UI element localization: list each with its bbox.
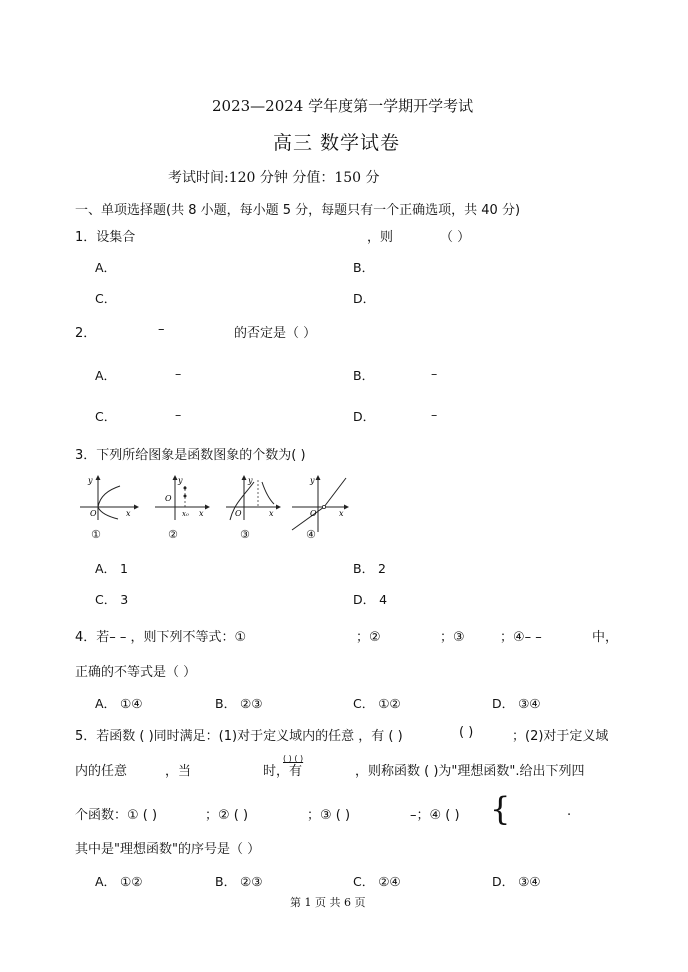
graph-4 <box>290 474 350 534</box>
q5-option-b: B． ②③ <box>215 874 263 889</box>
graph-1 <box>78 474 140 522</box>
q5-option-a: A． ①② <box>95 874 143 889</box>
q1-stem: 1．设集合 <box>75 230 136 245</box>
q3-option-c: C． 3 <box>95 592 129 607</box>
q5-stem-line4: 其中是"理想函数"的序号是（ ） <box>75 842 261 857</box>
q5-piecewise-brace: { <box>490 790 511 828</box>
q5-functions-d: –；④ ( ) <box>410 808 460 823</box>
q1-option-a: A． <box>95 260 117 275</box>
q5-option-d: D． ③④ <box>492 874 541 889</box>
q3-option-d: D． 4 <box>353 592 388 607</box>
graph-1-y-label: y <box>88 476 93 485</box>
graph-2-x-label: x <box>199 509 204 518</box>
q4-clause-3: ；③ <box>440 630 465 645</box>
q2-stem-tail: 的否定是（ ） <box>234 326 317 341</box>
q1-option-b: B． <box>353 260 375 275</box>
q5-stem-line2-c: 时，有 <box>263 764 303 779</box>
q4-option-d: D． ③④ <box>492 696 541 711</box>
graph-3-origin: O <box>235 509 242 518</box>
q4-option-b: B． ②③ <box>215 696 263 711</box>
graph-2 <box>153 474 211 522</box>
q4-clause-2: ；② <box>356 630 381 645</box>
q4-stem: 4．若– – ，则下列不等式：① <box>75 630 247 645</box>
graph-3 <box>224 474 282 522</box>
graph-2-x0-label: x₀ <box>182 510 189 518</box>
graph-4-y-label: y <box>310 476 315 485</box>
q4-clause-4: ；④– – <box>500 630 542 645</box>
graph-4-label: ④ <box>306 528 316 541</box>
q5-stem-line1-tail: ；(2)对于定义域 <box>512 729 609 744</box>
graph-2-label: ② <box>168 528 178 541</box>
exam-meta: 考试时间:120 分钟 分值：150 分 <box>168 170 380 186</box>
q1-option-d: D． <box>353 291 376 306</box>
section-heading: 一、单项选择题(共 8 小题，每小题 5 分，每题只有一个正确选项，共 40 分) <box>75 203 521 218</box>
q2-option-b: B． <box>353 368 375 383</box>
q3-option-b: B． 2 <box>353 561 387 576</box>
page-title: 高三 数学试卷 <box>273 132 401 154</box>
q5-stem-line1-paren: ( ) <box>459 725 474 740</box>
q2-option-d: D． <box>353 409 376 424</box>
q3-stem: 3．下列所给图象是函数图象的个数为( ) <box>75 448 306 463</box>
q5-functions-b: ；② ( ) <box>205 808 249 823</box>
q4-stem-line2: 正确的不等式是（ ） <box>75 665 197 680</box>
q5-functions-a: 个函数：① ( ) <box>75 808 158 823</box>
graph-3-y-label: y <box>248 476 253 485</box>
graph-2-y-label: y <box>178 476 183 485</box>
graph-4-origin: O <box>310 509 317 518</box>
q5-stem-line1: 5．若函数 ( )同时满足：(1)对于定义域内的任意 ，有 ( ) <box>75 729 403 744</box>
q1-paren: （ ） <box>440 230 471 245</box>
q2-dash: – <box>158 322 165 337</box>
graph-1-origin: O <box>90 509 97 518</box>
q5-fraction-numerator: ( ) ( ) <box>283 754 304 763</box>
q2-option-b-dash: – <box>431 366 438 381</box>
graph-3-x-label: x <box>269 509 274 518</box>
q5-stem-line2-a: 内的任意 <box>75 764 128 779</box>
q2-option-a-dash: – <box>175 366 182 381</box>
q5-functions-end: . <box>567 804 572 819</box>
q2-option-c-dash: – <box>175 407 182 422</box>
graph-4-x-label: x <box>339 509 344 518</box>
q5-stem-line2-b: ，当 <box>165 764 192 779</box>
q5-stem-line2-d: ，则称函数 ( )为"理想函数".给出下列四 <box>355 764 585 779</box>
exam-heading: 2023—2024 学年度第一学期开学考试 <box>212 97 474 115</box>
q5-option-c: C． ②④ <box>353 874 401 889</box>
page-footer: 第 1 页 共 6 页 <box>290 896 366 909</box>
q2-option-a: A． <box>95 368 117 383</box>
q4-option-c: C． ①② <box>353 696 401 711</box>
q2-option-c: C． <box>95 409 117 424</box>
q1-stem-mid: ，则 <box>367 230 394 245</box>
q2-option-d-dash: – <box>431 407 438 422</box>
q2-stem: 2． <box>75 326 97 341</box>
graph-2-origin: O <box>165 494 172 503</box>
q5-functions-c: ；③ ( ) <box>307 808 351 823</box>
q4-stem-end: 中， <box>592 630 619 645</box>
graph-3-label: ③ <box>240 528 250 541</box>
graph-1-label: ① <box>91 528 101 541</box>
graph-1-x-label: x <box>126 509 131 518</box>
q3-option-a: A． 1 <box>95 561 128 576</box>
q1-option-c: C． <box>95 291 117 306</box>
q4-option-a: A． ①④ <box>95 696 143 711</box>
